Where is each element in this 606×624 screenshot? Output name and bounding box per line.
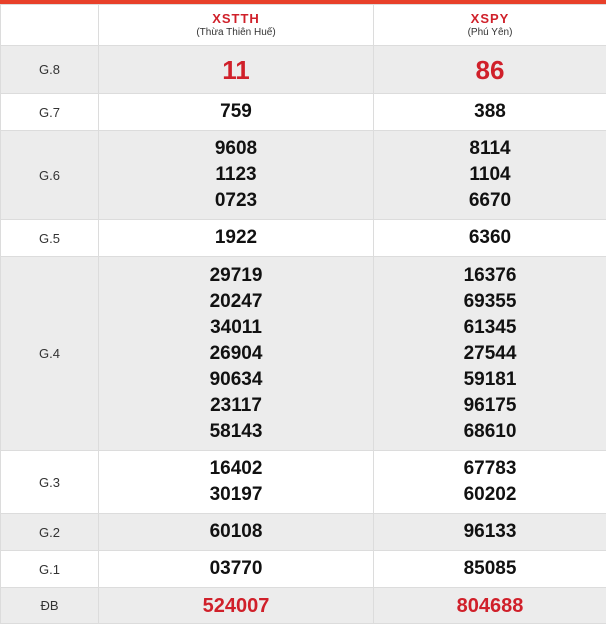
number-list [374, 55, 606, 85]
prize-cell-b [374, 451, 606, 514]
number-list [374, 594, 606, 618]
prize-cell-b [374, 46, 606, 94]
prize-cell-b [374, 94, 606, 131]
number-list [374, 263, 606, 445]
winning-number: 6670 [374, 188, 606, 214]
winning-number: 34011 [99, 315, 373, 341]
prize-cell-a [99, 94, 374, 131]
lottery-results-table [0, 4, 606, 624]
winning-number: 29719 [99, 263, 373, 289]
number-list [374, 225, 606, 251]
winning-number: 20247 [99, 289, 373, 315]
prize-cell-b [374, 131, 606, 220]
winning-number: 96175 [374, 393, 606, 419]
number-list [99, 99, 373, 125]
number-list [99, 55, 373, 85]
prize-row [1, 220, 606, 257]
province-name-a: (Thừa Thiên Huế) [99, 26, 373, 39]
winning-number: 86 [374, 55, 606, 85]
winning-number: 03770 [99, 556, 373, 582]
prize-label: G.7 [1, 94, 99, 131]
province-name-b: (Phú Yên) [374, 26, 606, 39]
prize-cell-a [99, 131, 374, 220]
prize-row [1, 551, 606, 588]
prize-cell-b [374, 551, 606, 588]
prize-label: G.1 [1, 551, 99, 588]
prize-row [1, 514, 606, 551]
winning-number: 26904 [99, 341, 373, 367]
winning-number: 30197 [99, 482, 373, 508]
prize-label: G.5 [1, 220, 99, 257]
winning-number: 58143 [99, 419, 373, 445]
prize-cell-a [99, 46, 374, 94]
prize-row [1, 451, 606, 514]
winning-number: 67783 [374, 456, 606, 482]
province-code-b[interactable]: XSPY [374, 11, 606, 26]
number-list [374, 136, 606, 214]
number-list [99, 594, 373, 618]
winning-number: 0723 [99, 188, 373, 214]
prize-row [1, 131, 606, 220]
prize-cell-b [374, 257, 606, 451]
winning-number: 1104 [374, 162, 606, 188]
prize-cell-b [374, 514, 606, 551]
winning-number: 804688 [374, 594, 606, 618]
winning-number: 759 [99, 99, 373, 125]
winning-number: 16376 [374, 263, 606, 289]
winning-number: 1922 [99, 225, 373, 251]
prize-cell-b [374, 220, 606, 257]
prize-row [1, 257, 606, 451]
winning-number: 69355 [374, 289, 606, 315]
winning-number: 27544 [374, 341, 606, 367]
province-code-a[interactable]: XSTTH [99, 11, 373, 26]
winning-number: 16402 [99, 456, 373, 482]
prize-label: G.8 [1, 46, 99, 94]
prize-row [1, 94, 606, 131]
number-list [99, 136, 373, 214]
winning-number: 9608 [99, 136, 373, 162]
number-list [374, 456, 606, 508]
winning-number: 23117 [99, 393, 373, 419]
winning-number: 11 [99, 55, 373, 85]
number-list [374, 519, 606, 545]
winning-number: 6360 [374, 225, 606, 251]
prize-cell-a [99, 551, 374, 588]
header-empty-cell [1, 5, 99, 46]
winning-number: 68610 [374, 419, 606, 445]
winning-number: 524007 [99, 594, 373, 618]
number-list [99, 225, 373, 251]
prize-row [1, 588, 606, 624]
header-row [1, 5, 606, 46]
winning-number: 1123 [99, 162, 373, 188]
prize-label: ĐB [1, 588, 99, 624]
prize-label: G.6 [1, 131, 99, 220]
winning-number: 90634 [99, 367, 373, 393]
number-list [99, 519, 373, 545]
number-list [99, 556, 373, 582]
header-col-a [99, 5, 374, 46]
winning-number: 60108 [99, 519, 373, 545]
number-list [99, 456, 373, 508]
winning-number: 85085 [374, 556, 606, 582]
prize-cell-a [99, 451, 374, 514]
number-list [99, 263, 373, 445]
prize-cell-a [99, 514, 374, 551]
prize-cell-b [374, 588, 606, 624]
number-list [374, 99, 606, 125]
header-col-b [374, 5, 606, 46]
winning-number: 61345 [374, 315, 606, 341]
winning-number: 60202 [374, 482, 606, 508]
prize-label: G.3 [1, 451, 99, 514]
number-list [374, 556, 606, 582]
prize-label: G.4 [1, 257, 99, 451]
winning-number: 96133 [374, 519, 606, 545]
prize-label: G.2 [1, 514, 99, 551]
winning-number: 8114 [374, 136, 606, 162]
prize-cell-a [99, 588, 374, 624]
prize-cell-a [99, 257, 374, 451]
prize-cell-a [99, 220, 374, 257]
winning-number: 388 [374, 99, 606, 125]
winning-number: 59181 [374, 367, 606, 393]
prize-row [1, 46, 606, 94]
